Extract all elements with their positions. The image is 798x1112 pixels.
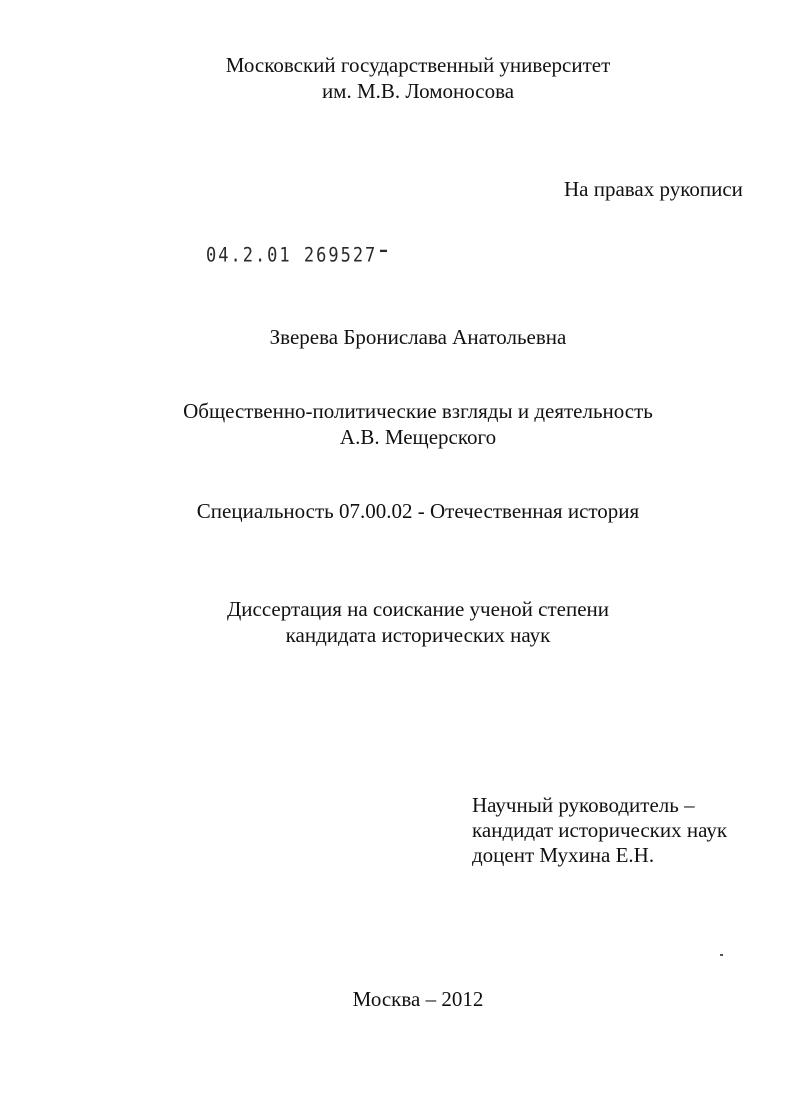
author-name: Зверева Бронислава Анатольевна [269,325,567,349]
scan-speck [720,954,723,956]
place-and-year: Москва – 2012 [352,987,484,1011]
specialty-line: Специальность 07.00.02 - Отечественная история [196,499,640,523]
supervisor-line3: доцент Мухина Е.Н. [472,843,655,867]
registration-stamp-code [206,244,387,267]
manuscript-rights-label: На правах рукописи [564,177,743,201]
dissertation-title-line2: А.В. Мещерского [339,425,497,449]
degree-line2: кандидата исторических наук [285,623,551,647]
registration-code-text: 04.2.01 269527 [206,244,378,267]
degree-line1: Диссертация на соискание ученой степени [226,597,610,621]
dissertation-title-line1: Общественно-политические взгляды и деятельность [183,399,653,423]
university-name-line1: Московский государственный университет [225,53,611,77]
supervisor-line1: Научный руководитель – [472,793,695,817]
university-name-line2: им. М.В. Ломоносова [321,79,515,103]
supervisor-line2: кандидат исторических наук [472,818,728,842]
stamp-dash-mark [380,250,387,252]
